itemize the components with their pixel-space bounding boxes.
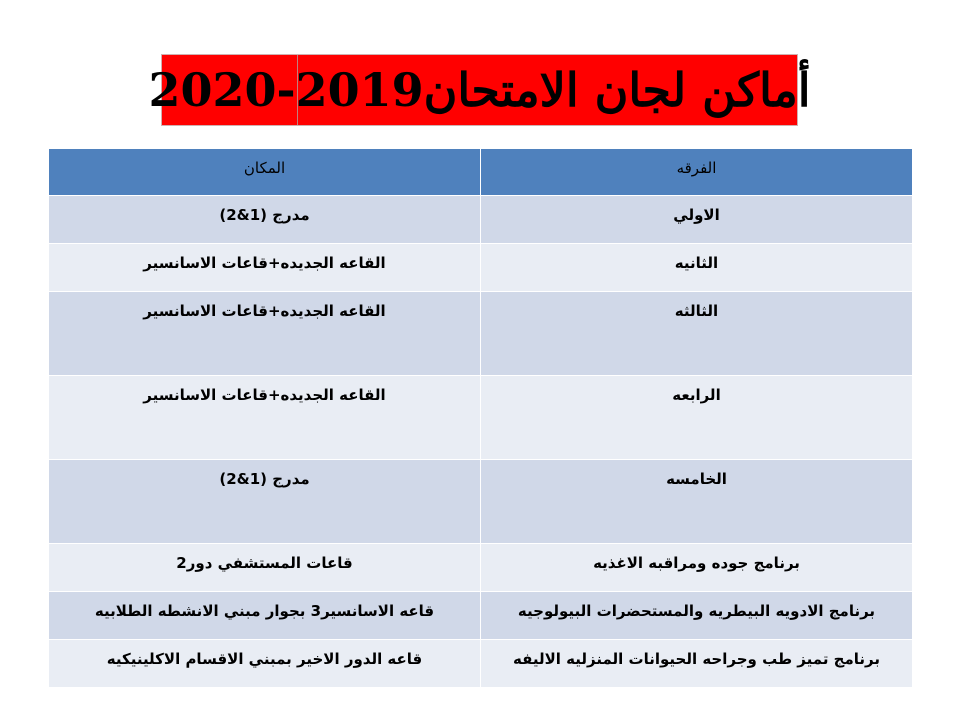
place-cell: مدرج (1&2) xyxy=(49,196,481,244)
header-division: الفرقه xyxy=(481,149,913,196)
table-row xyxy=(49,292,913,376)
place-cell: مدرج (1&2) xyxy=(49,460,481,544)
place-cell: القاعه الجديده+قاعات الاسانسير xyxy=(49,244,481,292)
place-cell: قاعه الاسانسير3 بجوار مبني الانشطه الطلابيه xyxy=(49,592,481,640)
division-cell: الثالثه xyxy=(481,292,913,376)
page-title: أماكن لجان الامتحان2019-2020 xyxy=(148,63,811,117)
table-row xyxy=(49,544,913,592)
division-cell: الاولي xyxy=(481,196,913,244)
division-cell: برنامج جوده ومراقبه الاغذيه xyxy=(481,544,913,592)
table-row xyxy=(49,592,913,640)
table-row xyxy=(49,640,913,688)
header-place: المكان xyxy=(49,149,481,196)
division-cell: الخامسه xyxy=(481,460,913,544)
exam-places-table xyxy=(48,148,913,688)
table-row xyxy=(49,196,913,244)
place-cell: القاعه الجديده+قاعات الاسانسير xyxy=(49,292,481,376)
table-header-row xyxy=(49,149,913,196)
place-cell: القاعه الجديده+قاعات الاسانسير xyxy=(49,376,481,460)
division-cell: برنامج الادويه البيطريه والمستحضرات البيولوجيه xyxy=(481,592,913,640)
place-cell: قاعه الدور الاخير بمبني الاقسام الاكلينيكيه xyxy=(49,640,481,688)
division-cell: برنامج تميز طب وجراحه الحيوانات المنزليه الاليفه xyxy=(481,640,913,688)
division-cell: الثانيه xyxy=(481,244,913,292)
division-cell: الرابعه xyxy=(481,376,913,460)
table-row xyxy=(49,376,913,460)
title-banner xyxy=(148,54,811,126)
place-cell: قاعات المستشفي دور2 xyxy=(49,544,481,592)
table-row xyxy=(49,460,913,544)
table-row xyxy=(49,244,913,292)
